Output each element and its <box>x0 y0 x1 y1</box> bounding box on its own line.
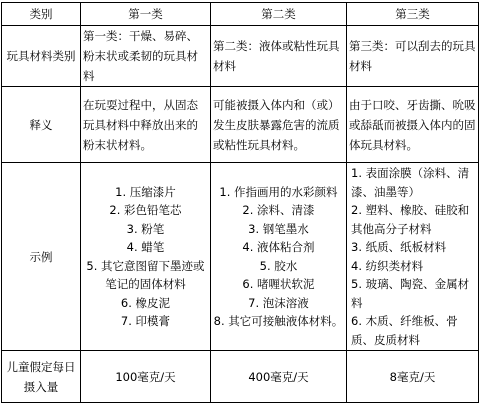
list-item: 4. 蜡笔 <box>126 240 165 254</box>
list-item: 7. 泡沫溶液 <box>248 295 309 310</box>
list-item: 1. 作指画用的水彩颜料 <box>219 184 338 199</box>
examples-class-3 <box>347 163 479 351</box>
list-item: 8. 其它可接触液体材料。 <box>213 314 344 328</box>
material-category-class-1: 第一类：干燥、易碎、粉末状或柔韧的玩具材料 <box>81 26 211 87</box>
list-item: 5. 胶水 <box>259 258 298 273</box>
row-label-definition: 释义 <box>2 87 81 163</box>
list-item: 1. 表面涂膜（涂料、清漆、油墨等） <box>351 166 470 199</box>
material-category-class-3: 第三类：可以刮去的玩具材料 <box>347 26 479 87</box>
list-item: 1. 压缩漆片 <box>115 184 176 199</box>
row-label-examples: 示例 <box>2 163 81 351</box>
row-label-material-category: 玩具材料类别 <box>2 26 81 87</box>
daily-intake-class-3: 8毫克/天 <box>347 351 479 403</box>
daily-intake-class-1: 100毫克/天 <box>81 351 211 403</box>
row-label-daily-intake: 儿童假定每日摄入量 <box>2 351 81 403</box>
list-item: 4. 液体粘合剂 <box>242 240 315 254</box>
list-item: 2. 彩色铅笔芯 <box>109 203 182 217</box>
examples-class-1 <box>81 163 211 351</box>
toy-material-table <box>1 2 479 403</box>
table-row <box>2 351 479 403</box>
definition-class-3: 由于口咬、牙齿撕、吮吸或舔舐而被摄入体内的固体玩具材料。 <box>347 87 479 163</box>
table-row <box>2 163 479 351</box>
list-item: 4. 纺织类材料 <box>351 258 424 273</box>
material-category-class-2: 第二类：液体或粘性玩具材料 <box>211 26 347 87</box>
table-row <box>2 26 479 87</box>
header-class-1: 第一类 <box>81 3 211 26</box>
list-item: 3. 钢笔墨水 <box>248 221 309 236</box>
table-row <box>2 87 479 163</box>
list-item: 7. 印模膏 <box>120 314 171 328</box>
list-item: 3. 纸质、纸板材料 <box>351 240 447 254</box>
list-item: 5. 其它意图留下墨迹或笔记的固体材料 <box>86 258 205 291</box>
header-class-2: 第二类 <box>211 3 347 26</box>
header-row <box>2 3 479 26</box>
list-item: 6. 木质、纤维板、骨质、皮质材料 <box>351 314 458 347</box>
header-class-3: 第三类 <box>347 3 479 26</box>
definition-class-2: 可能被摄入体内和（或）发生皮肤暴露危害的流质或粘性玩具材料。 <box>211 87 347 163</box>
list-item: 6. 啫喱状软泥 <box>242 277 315 291</box>
examples-class-2 <box>211 163 347 351</box>
list-item: 2. 塑料、橡胶、硅胶和其他高分子材料 <box>351 203 470 236</box>
daily-intake-class-2: 400毫克/天 <box>211 351 347 403</box>
list-item: 5. 玻璃、陶瓷、金属材料 <box>351 277 470 310</box>
definition-class-1: 在玩耍过程中，从固态玩具材料中释放出来的粉末状材料。 <box>81 87 211 163</box>
list-item: 2. 涂料、清漆 <box>242 203 315 217</box>
header-category: 类别 <box>2 3 81 26</box>
list-item: 6. 橡皮泥 <box>120 295 171 310</box>
list-item: 3. 粉笔 <box>126 221 165 236</box>
